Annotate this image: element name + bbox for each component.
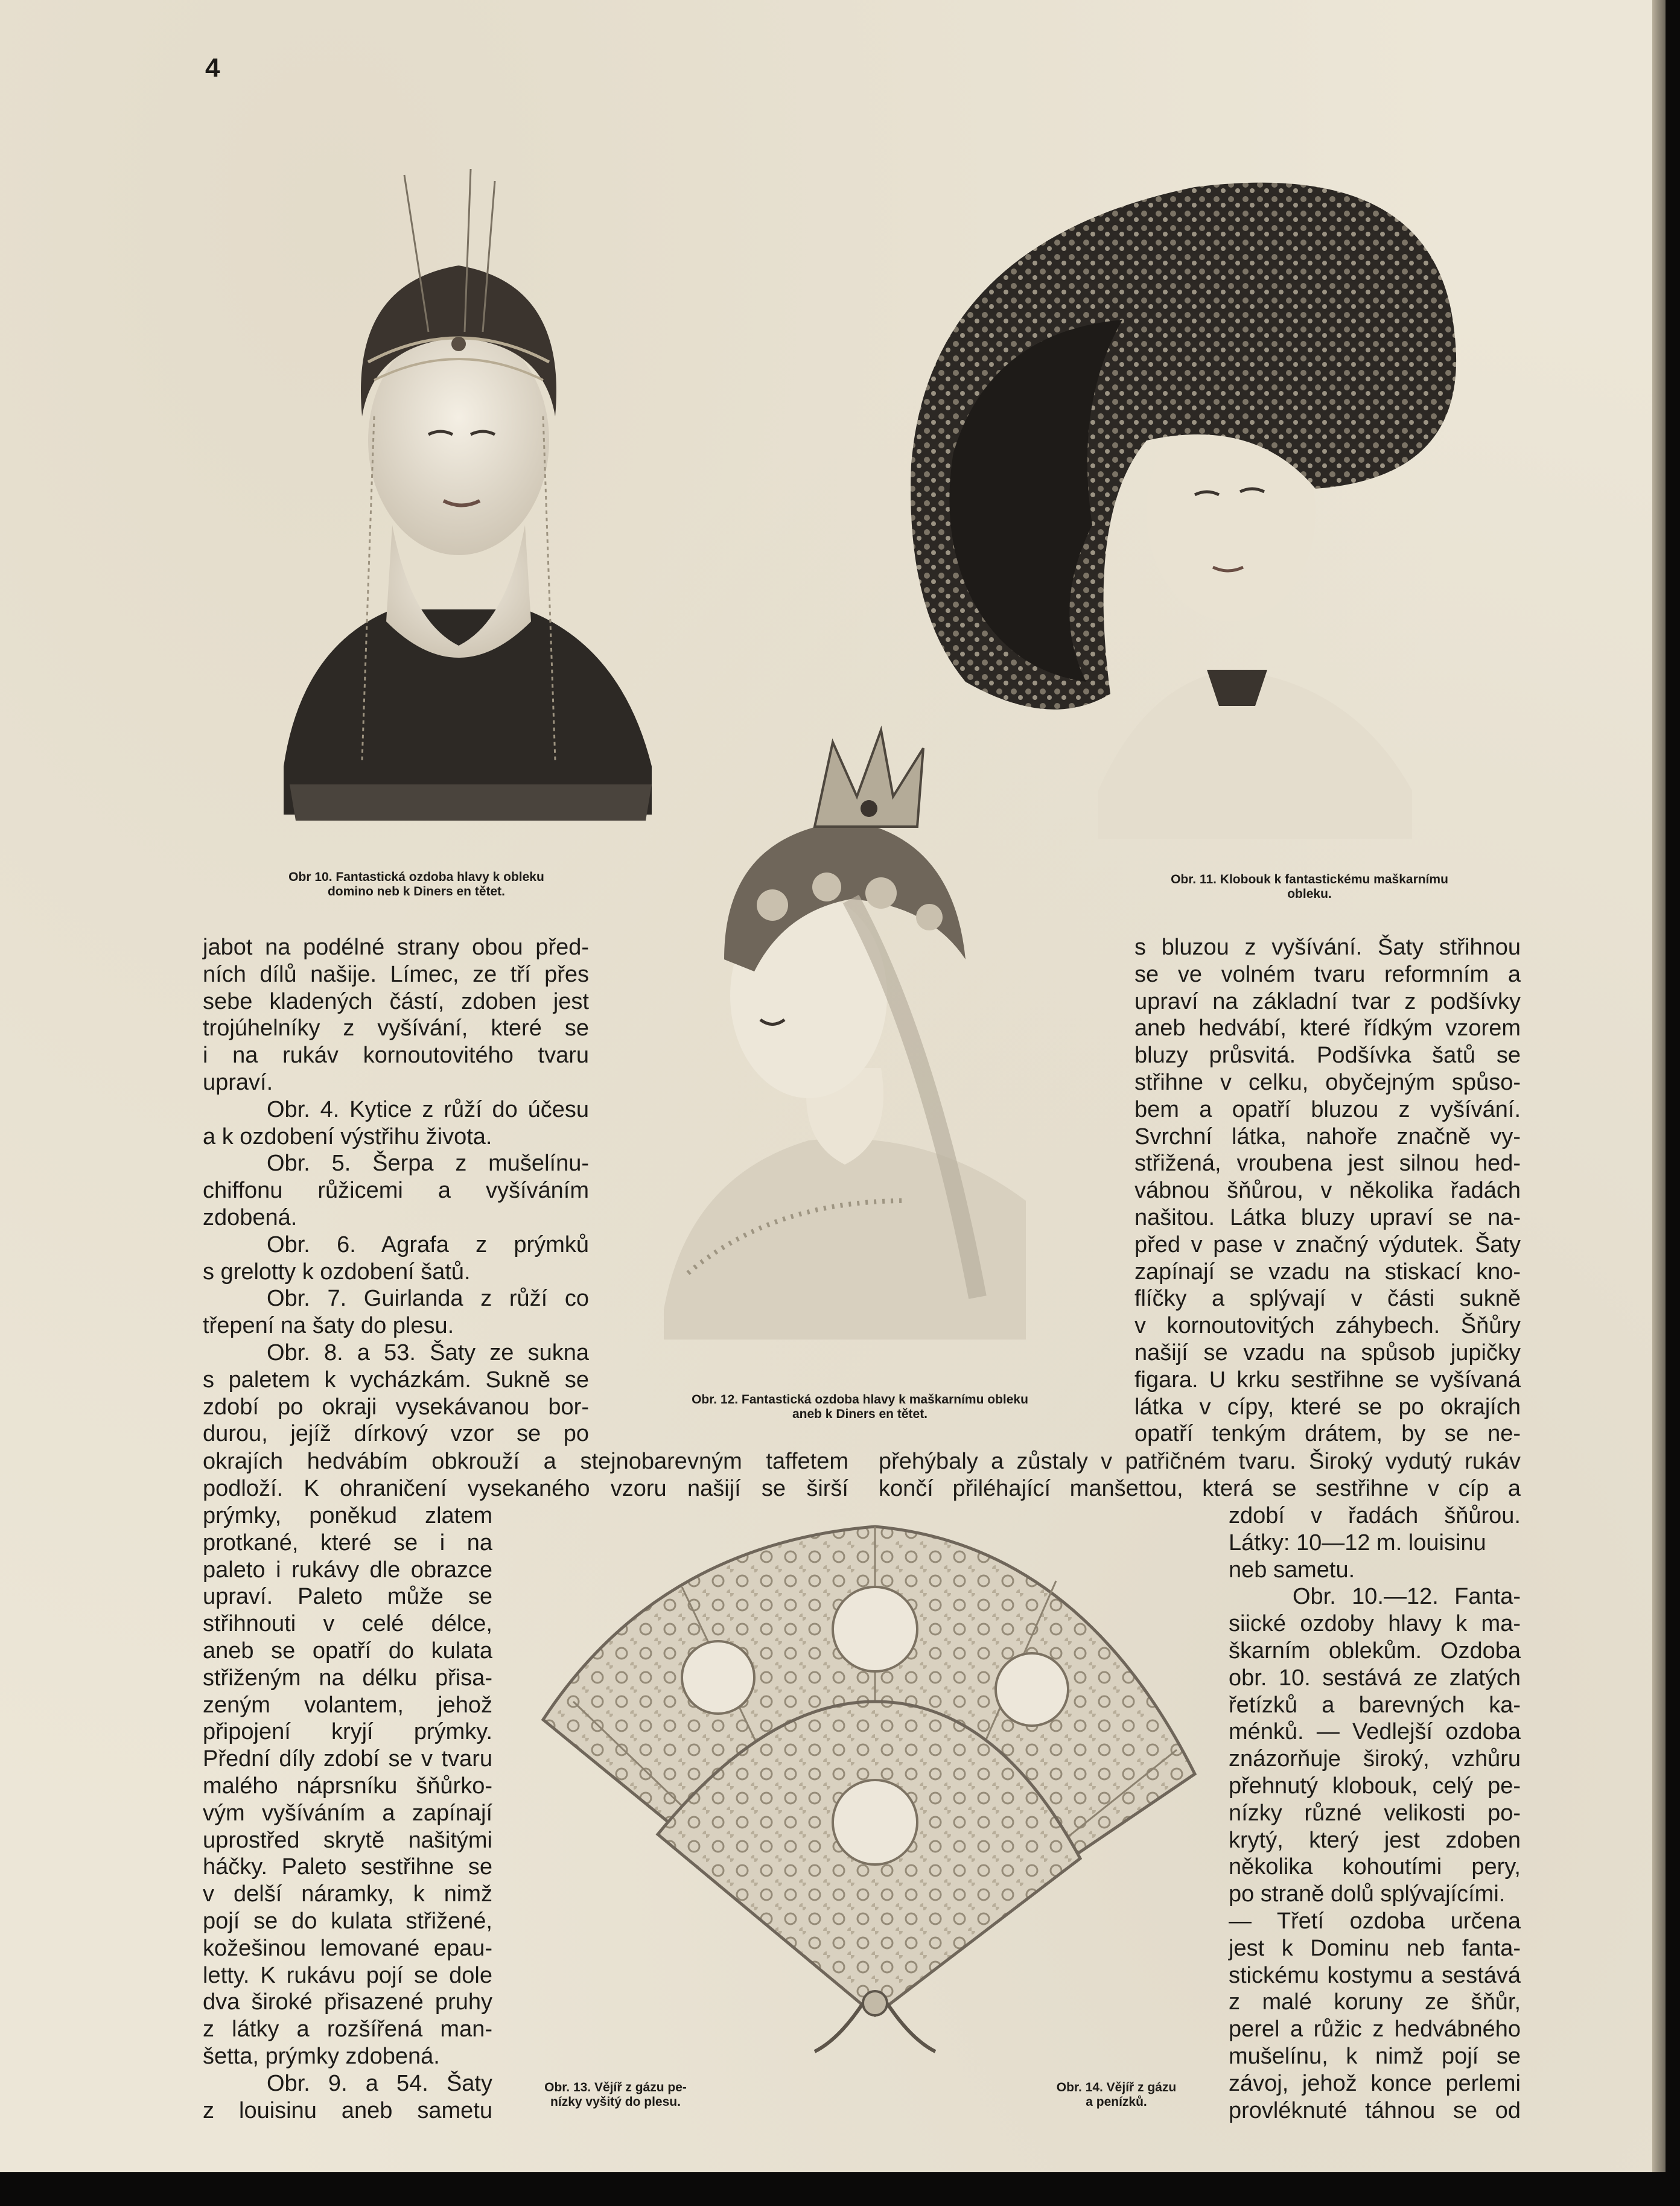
text-line: škarním oblekům. Ozdoba bbox=[1229, 1638, 1521, 1664]
span-left-text bbox=[203, 1448, 848, 1502]
text-line: Obr. 4. Kytice z růží do účesu bbox=[267, 1096, 589, 1122]
text-line: sebe kladených částí, zdoben jest bbox=[203, 988, 589, 1014]
text-line: — Třetí ozdoba určena bbox=[1229, 1908, 1521, 1934]
woman-chain-headdress-icon bbox=[229, 163, 688, 827]
text-line: Obr. 5. Šerpa z mušelínu- bbox=[267, 1151, 589, 1177]
text-line: po straně dolů splývajícími. bbox=[1229, 1881, 1506, 1907]
text-line: aneb se opatří do kulata bbox=[203, 1638, 492, 1664]
text-line: aneb hedvábí, které řídkým vzorem bbox=[1134, 1016, 1521, 1041]
text-line: končí přiléhající manšettou, která se sestřihne v cíp a bbox=[879, 1475, 1521, 1501]
text-line: vým vyšíváním a zapínají bbox=[203, 1800, 492, 1826]
figure-12-caption bbox=[622, 1393, 1098, 1422]
text-line: a k ozdobení výstřihu života. bbox=[203, 1124, 492, 1149]
text-line: neb sametu. bbox=[1229, 1557, 1355, 1583]
text-line: před v pase v značný výdutek. Šaty bbox=[1134, 1232, 1521, 1257]
right-column-text bbox=[1134, 934, 1521, 1448]
text-line: pojí se do kulata střižené, bbox=[203, 1908, 492, 1934]
text-line: ménků. — Vedlejší ozdoba bbox=[1229, 1719, 1521, 1745]
figure-12-caption-line1: Obr. 12. Fantastická ozdoba hlavy k maškarnímu obleku bbox=[692, 1393, 1028, 1407]
text-line: vábnou šňůrou, v několika řadách bbox=[1134, 1178, 1521, 1204]
figure-11-caption-line1: Obr. 11. Klobouk k fantastickému maškarnímu bbox=[1171, 873, 1448, 886]
text-line: střihnouti v celé délce, bbox=[203, 1611, 492, 1637]
figure-13-14-fans-illustration bbox=[537, 1521, 1207, 2064]
bottom-right-column-text bbox=[1229, 1502, 1521, 2124]
text-line: řetízků a barevných ka- bbox=[1229, 1692, 1521, 1718]
text-line: z louisinu aneb sametu bbox=[203, 2097, 492, 2123]
text-line: jabot na podélné strany obou před- bbox=[203, 935, 589, 960]
text-line: zdobí v řadách šňůrou. bbox=[1229, 1503, 1521, 1528]
text-line: Obr. 9. a 54. Šaty bbox=[267, 2070, 492, 2096]
text-line: siické ozdoby hlavy k ma- bbox=[1229, 1611, 1521, 1637]
text-line: se ve volném tvaru reformním a bbox=[1134, 961, 1521, 987]
text-line: stickému kostymu a sestává bbox=[1229, 1962, 1521, 1988]
span-right-text bbox=[879, 1448, 1521, 1502]
figure-11-caption bbox=[1116, 873, 1503, 901]
text-line: v kornoutovitých záhybech. Šňůry bbox=[1134, 1313, 1521, 1339]
text-line: trojúhelníky z vyšívání, které se bbox=[203, 1016, 589, 1041]
text-line: Obr. 10.—12. Fanta- bbox=[1293, 1584, 1521, 1610]
text-line: letty. K rukávu pojí se dole bbox=[203, 1962, 492, 1988]
text-line: flíčky a splývají v části sukně bbox=[1134, 1286, 1521, 1312]
text-line: několika kohoutími pery, bbox=[1229, 1854, 1521, 1880]
figure-10-caption-line2: domino neb k Diners en tětet. bbox=[327, 885, 506, 898]
figure-13-caption bbox=[513, 2080, 718, 2109]
text-line: podloží. K ohraničení vysekaného vzoru našijí se širší bbox=[203, 1475, 848, 1501]
text-line: figara. U krku sestřihne se vyšívaná bbox=[1134, 1367, 1521, 1393]
text-line: perel a růžic z hedvábného bbox=[1229, 2017, 1521, 2042]
text-line: dva široké přisazené pruhy bbox=[203, 1989, 492, 2015]
figure-10-caption-line1: Obr 10. Fantastická ozdoba hlavy k obleku bbox=[288, 870, 544, 884]
text-line: i na rukáv kornoutovitého tvaru bbox=[203, 1043, 589, 1069]
text-line: Svrchní látka, nahoře značně vy- bbox=[1134, 1124, 1521, 1149]
text-line: upraví na základní tvar z podšívky bbox=[1134, 988, 1521, 1014]
text-line: přehýbaly a zůstaly v patřičném tvaru. Široký vydutý rukáv bbox=[879, 1449, 1521, 1474]
text-line: Látky: 10—12 m. louisinu bbox=[1229, 1530, 1486, 1556]
text-line: střižená, vroubena jest silnou hed- bbox=[1134, 1151, 1521, 1177]
text-line: látka v cípy, které se po okrajích bbox=[1134, 1394, 1521, 1420]
left-column-text bbox=[203, 934, 589, 1448]
text-line: s paletem k vycházkám. Sukně se bbox=[203, 1367, 589, 1393]
figure-10-illustration bbox=[229, 163, 688, 827]
text-line: bem a opatří bluzou z vyšívání. bbox=[1134, 1096, 1521, 1122]
figure-11-caption-line2: obleku. bbox=[1287, 887, 1332, 901]
text-line: přehnutý klobouk, celý pe- bbox=[1229, 1773, 1521, 1799]
text-line: krytý, který jest zdoben bbox=[1229, 1827, 1521, 1853]
figure-14-caption-line1: Obr. 14. Vějíř z gázu bbox=[1056, 2080, 1177, 2094]
figure-10-caption bbox=[229, 870, 603, 899]
text-line: jest k Dominu neb fanta- bbox=[1229, 1935, 1521, 1961]
page-number: 4 bbox=[205, 53, 220, 83]
text-line: Obr. 7. Guirlanda z růží co bbox=[267, 1286, 589, 1312]
text-line: v delší náramky, k nimž bbox=[203, 1881, 492, 1907]
text-line: uprostřed skrytě našitými bbox=[203, 1827, 492, 1853]
text-line: opatří tenkým drátem, by se ne- bbox=[1134, 1421, 1521, 1447]
text-line: Obr. 8. a 53. Šaty ze sukna bbox=[267, 1340, 589, 1365]
figure-14-caption-line2: a penízků. bbox=[1086, 2095, 1147, 2109]
text-line: malého náprsníku šňůrko- bbox=[203, 1773, 492, 1799]
text-line: s grelotty k ozdobení šatů. bbox=[203, 1259, 471, 1285]
text-line: paleto i rukávy dle obrazce bbox=[203, 1557, 492, 1583]
figure-14-caption bbox=[1026, 2080, 1207, 2109]
text-line: třepení na šaty do plesu. bbox=[203, 1313, 454, 1339]
text-line: obr. 10. sestává ze zlatých bbox=[1229, 1665, 1521, 1691]
text-line: zeným volantem, jehož bbox=[203, 1692, 492, 1718]
figure-13-caption-line2: nízky vyšitý do plesu. bbox=[550, 2095, 681, 2109]
figure-12-illustration bbox=[652, 706, 1038, 1346]
text-line: Obr. 6. Agrafa z prýmků bbox=[267, 1232, 589, 1257]
text-line: našitou. Látka bluzy upraví se na- bbox=[1134, 1204, 1521, 1230]
text-line: bluzy průsvitá. Podšívka šatů se bbox=[1134, 1043, 1521, 1069]
bottom-left-column-text bbox=[203, 1502, 492, 2124]
text-line: mušelínu, k nimž pojí se bbox=[1229, 2043, 1521, 2069]
text-line: ních dílů našije. Límec, ze tří přes bbox=[203, 961, 589, 987]
text-line: závoj, jehož konce perlemi bbox=[1229, 2070, 1521, 2096]
text-line: s bluzou z vyšívání. Šaty střihnou bbox=[1134, 935, 1521, 960]
figure-12-caption-line2: aneb k Diners en tětet. bbox=[792, 1407, 928, 1421]
text-line: provléknuté táhnou se od bbox=[1229, 2097, 1521, 2123]
text-line: nízky různé velikosti po- bbox=[1229, 1800, 1521, 1826]
text-line: střihne v celku, obyčejným spůso- bbox=[1134, 1069, 1521, 1095]
two-fans-icon bbox=[537, 1521, 1207, 2064]
text-line: upraví. Paleto může se bbox=[203, 1584, 492, 1610]
text-line: z látky a rozšířená man- bbox=[203, 2017, 492, 2042]
text-line: zdobí po okraji vysekávanou bor- bbox=[203, 1394, 589, 1420]
figure-13-caption-line1: Obr. 13. Vějíř z gázu pe- bbox=[544, 2080, 687, 2094]
text-line: háčky. Paleto sestřihne se bbox=[203, 1854, 492, 1880]
text-line: okrajích hedvábím obkrouží a stejnobarevným taffetem bbox=[203, 1449, 848, 1474]
text-line: našijí se vzadu na spůsob jupičky bbox=[1134, 1340, 1521, 1365]
text-line: chiffonu růžicemi a vyšíváním bbox=[203, 1178, 589, 1204]
text-line: protkané, které se i na bbox=[203, 1530, 492, 1556]
woman-crown-profile-icon bbox=[652, 706, 1038, 1346]
text-line: zapínají se vzadu na stiskací kno- bbox=[1134, 1259, 1521, 1285]
text-line: střiženým na délku přisa- bbox=[203, 1665, 492, 1691]
text-line: připojení kryjí prýmky. bbox=[203, 1719, 492, 1745]
text-line: Přední díly zdobí se v tvaru bbox=[203, 1746, 492, 1772]
text-line: zdobená. bbox=[203, 1204, 298, 1230]
text-line: znázorňuje široký, vzhůru bbox=[1229, 1746, 1521, 1772]
text-line: kožešinou lemované epau- bbox=[203, 1935, 492, 1961]
page-spine-edge bbox=[1652, 0, 1666, 2172]
text-line: upraví. bbox=[203, 1069, 273, 1095]
text-line: prýmky, poněkud zlatem bbox=[203, 1503, 492, 1528]
text-line: z malé koruny ze šňůr, bbox=[1229, 1989, 1521, 2015]
text-line: šetta, prýmky zdobená. bbox=[203, 2043, 440, 2069]
text-line: durou, jejíž dírkový vzor se po bbox=[203, 1421, 589, 1447]
